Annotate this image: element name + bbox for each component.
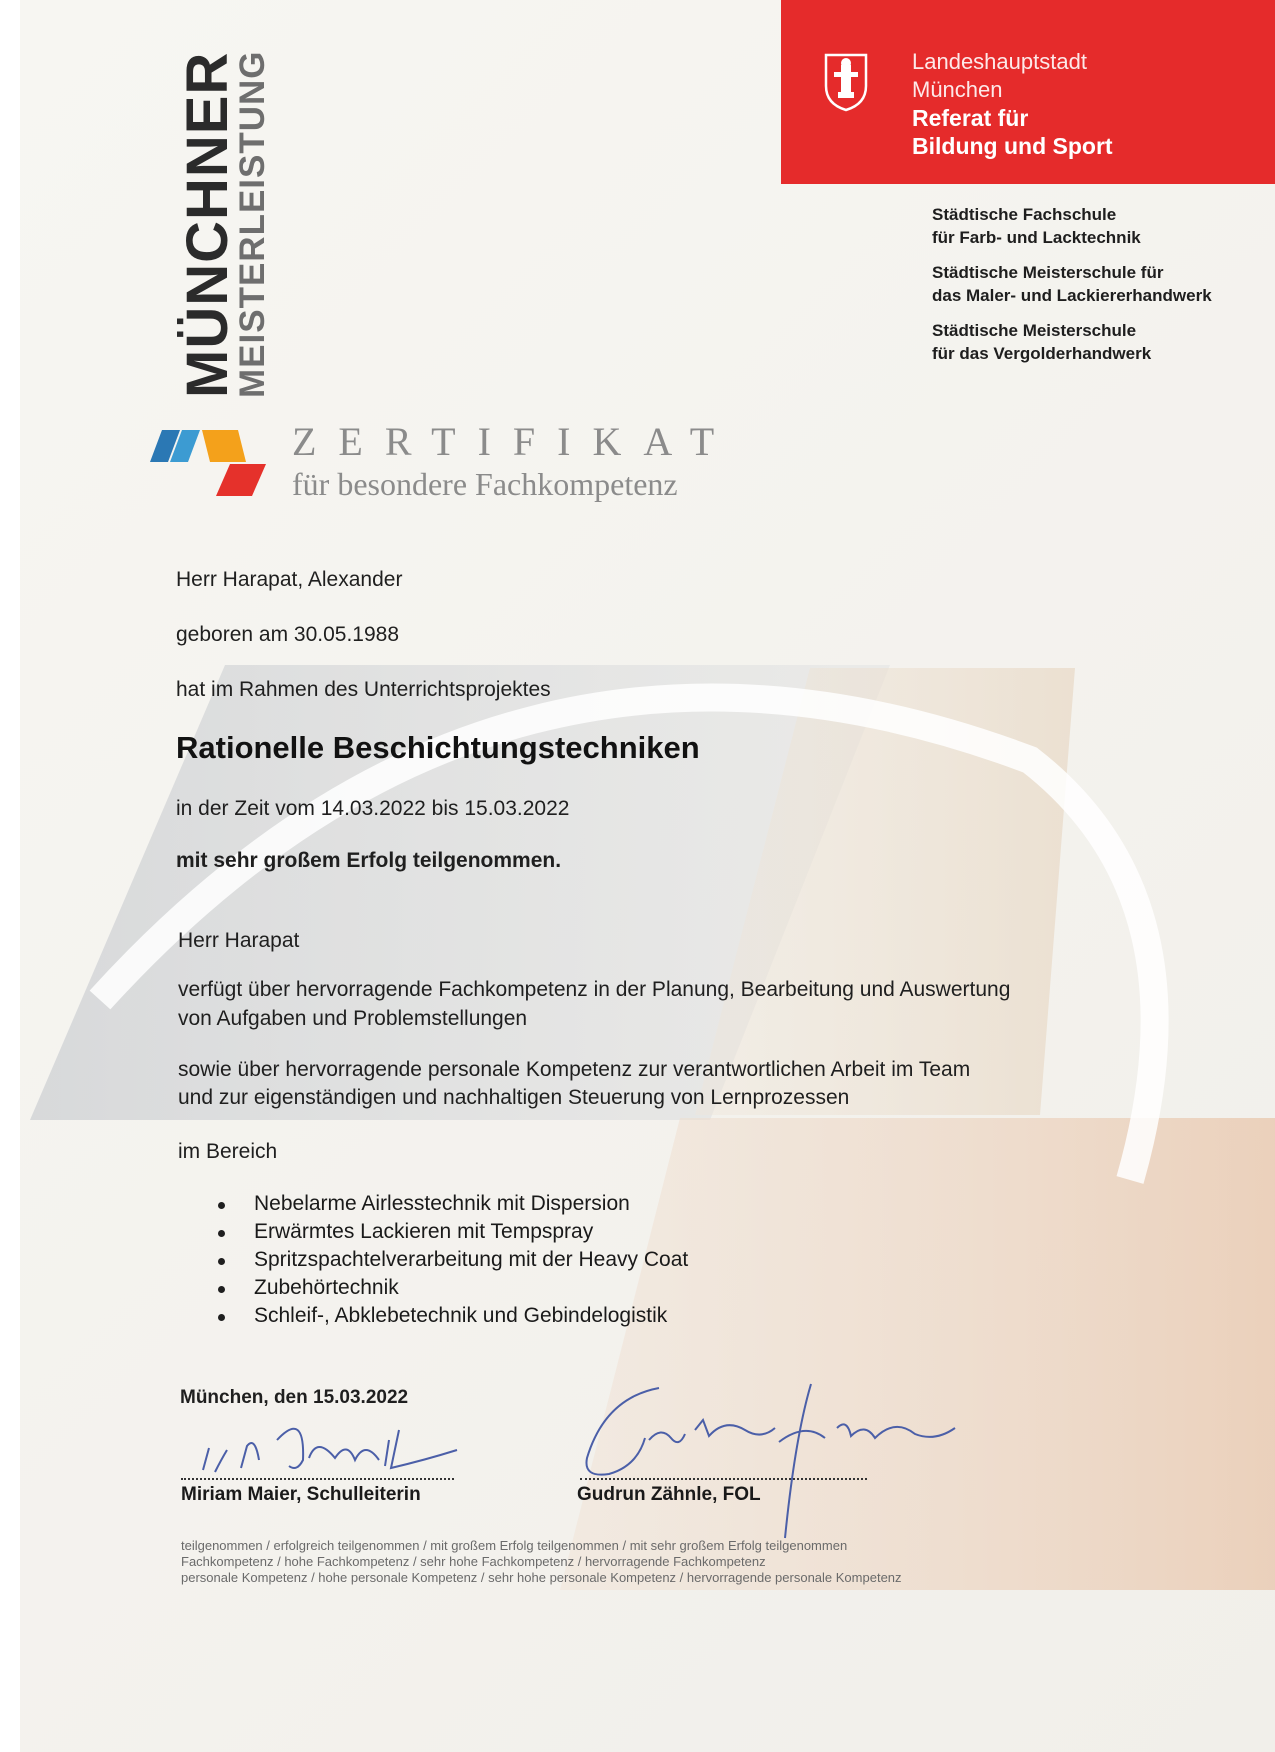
area-intro: im Bereich [178,1140,278,1163]
school-entry [932,261,1262,307]
certificate-page [20,0,1275,1752]
certificate-subtitle: für besondere Fachkompetenz [292,466,678,502]
school-line: für das Vergolderhandwerk [932,344,1152,363]
list-item: Spritzspachtelverarbeitung mit der Heavy Coat [218,1246,688,1274]
school-entry [932,203,1262,249]
list-item: Nebelarme Airlesstechnik mit Dispersion [218,1190,688,1218]
legend-line-2: Fachkompetenz / hohe Fachkompetenz / sehr hohe Fachkompetenz / hervorragende Fachkompetenz [181,1554,766,1569]
legend-line-3: personale Kompetenz / hohe personale Kompetenz / sehr hohe personale Kompetenz / hervorragende personale Kompetenz [181,1570,902,1585]
munich-crest-icon [823,52,869,112]
signatory-left: Miriam Maier, Schulleiterin [181,1484,421,1505]
list-item: Erwärmtes Lackieren mit Tempspray [218,1218,688,1246]
legend-line-1: teilgenommen / erfolgreich teilgenommen / mit großem Erfolg teilgenommen / mit sehr großem Erfolg teilgenommen [181,1538,848,1553]
competence-2-line-1: sowie über hervorragende personale Kompetenz zur verantwortlichen Arbeit im Team [178,1058,971,1081]
school-line: das Maler- und Lackiererhandwerk [932,286,1212,305]
signature-right [575,1378,995,1548]
school-line: Städtische Fachschule [932,205,1117,224]
authority-line-2: München [912,77,1003,102]
signature-line-left [181,1478,454,1480]
project-title: Rationelle Beschichtungstechniken [176,730,700,765]
signature-line-right [580,1478,867,1480]
signatory-right: Gudrun Zähnle, FOL [577,1484,761,1505]
result-text: mit sehr großem Erfolg teilgenommen. [176,849,562,872]
school-entry [932,319,1262,365]
authority-line-1: Landeshauptstadt [912,49,1087,74]
authority-header [781,0,1275,184]
recipient-birth: geboren am 30.05.1988 [176,623,400,646]
salutation-text: Herr Harapat [178,929,300,952]
intro-text: hat im Rahmen des Unterrichtsprojektes [176,678,551,701]
authority-line-4: Bildung und Sport [912,133,1113,159]
period-text: in der Zeit vom 14.03.2022 bis 15.03.2022 [176,797,570,820]
authority-line-3: Referat für [912,105,1029,131]
list-item: Schleif-, Abklebetechnik und Gebindelogistik [218,1302,688,1330]
brand-wordmark [175,18,272,398]
school-line: Städtische Meisterschule für [932,263,1164,282]
meisterleistung-logo-icon [148,428,266,496]
signature-left [185,1400,485,1490]
place-date: München, den 15.03.2022 [180,1387,409,1408]
certificate-title: ZERTIFIKAT [292,419,737,464]
competence-1-line-1: verfügt über hervorragende Fachkompetenz in der Planung, Bearbeitung und Auswertung [178,978,1011,1001]
school-list [932,203,1262,377]
list-item: Zubehörtechnik [218,1274,688,1302]
recipient-name: Herr Harapat, Alexander [176,568,403,591]
school-line: Städtische Meisterschule [932,321,1137,340]
brand-line-1: MÜNCHNER [175,51,240,398]
school-line: für Farb- und Lacktechnik [932,228,1141,247]
competence-2-line-2: und zur eigenständigen und nachhaltigen Steuerung von Lernprozessen [178,1086,850,1109]
area-list [218,1190,688,1330]
competence-1-line-2: von Aufgaben und Problemstellungen [178,1007,528,1030]
brand-line-2: MEISTERLEISTUNG [233,50,272,398]
